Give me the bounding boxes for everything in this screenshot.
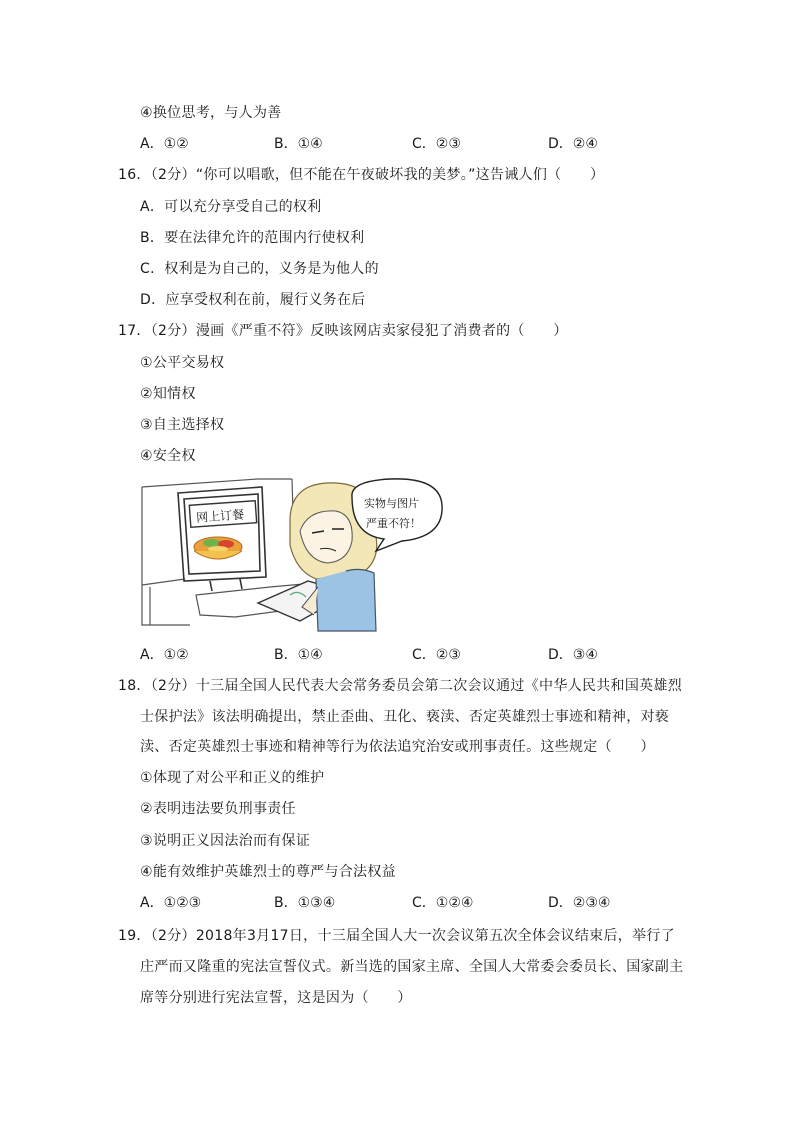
q17-choice-c: C．②③ — [412, 647, 461, 663]
q15-choice-c: C．②③ — [412, 136, 461, 152]
q17-choice-d: D．③④ — [548, 647, 598, 663]
q18-choice-c: C．①②④ — [412, 895, 474, 911]
food-bowl-icon — [194, 537, 242, 559]
q18-option-1: ①体现了对公平和正义的维护 — [140, 770, 325, 786]
q17-option-1: ①公平交易权 — [140, 355, 225, 371]
q18-choice-b: B．①③④ — [274, 895, 336, 911]
q19-stem-line-3: 席等分别进行宪法宣誓，这是因为（ ） — [140, 990, 412, 1006]
q18-option-2: ②表明违法要负刑事责任 — [140, 801, 296, 817]
q16-choice-b: B．要在法律允许的范围内行使权利 — [140, 230, 365, 246]
q18-stem-line-1: 18．（2分）十三届全国人民代表大会常务委员会第二次会议通过《中华人民共和国英雄烈 — [118, 678, 683, 694]
q18-choice-a: A．①②③ — [140, 895, 202, 911]
q15-option-4: ④换位思考，与人为善 — [140, 105, 282, 121]
q17-option-2: ②知情权 — [140, 386, 196, 402]
q16-choice-a: A．可以充分享受自己的权利 — [140, 199, 322, 215]
q18-option-3: ③说明正义因法治而有保证 — [140, 833, 311, 849]
q15-choice-a: A．①② — [140, 136, 189, 152]
q17-option-4: ④安全权 — [140, 448, 196, 464]
q16-choice-c: C．权利是为自己的，义务是为他人的 — [140, 261, 379, 277]
cartoon-illustration — [140, 475, 462, 633]
q15-choice-d: D．②④ — [548, 136, 598, 152]
q19-stem-line-2: 庄严而又隆重的宪法宣誓仪式。新当选的国家主席、全国人大常委会委员长、国家副主 — [140, 959, 684, 975]
q17-stem: 17．（2分）漫画《严重不符》反映该网店卖家侵犯了消费者的（ ） — [118, 323, 568, 339]
q15-choice-b: B．①④ — [274, 136, 323, 152]
q17-choice-b: B．①④ — [274, 647, 323, 663]
q18-choice-d: D．②③④ — [548, 895, 611, 911]
q16-stem: 16．（2分）“你可以唱歌，但不能在午夜破坏我的美梦。”这告诫人们（ ） — [118, 167, 605, 183]
q17-option-3: ③自主选择权 — [140, 417, 225, 433]
q17-choice-a: A．①② — [140, 647, 189, 663]
q16-choice-d: D．应享受权利在前，履行义务在后 — [140, 292, 366, 308]
q18-stem-line-3: 渎、否定英雄烈士事迹和精神等行为依法追究治安或刑事责任。这些规定（ ） — [140, 739, 655, 755]
q19-stem-line-1: 19．（2分）2018年3月17日，十三届全国人大一次会议第五次全体会议结束后，举行了 — [118, 928, 675, 944]
screen-text: 网上订餐 — [195, 507, 245, 525]
q18-stem-line-2: 士保护法》该法明确提出，禁止歪曲、丑化、亵渎、否定英雄烈士事迹和精神，对亵 — [140, 709, 670, 725]
q18-option-4: ④能有效维护英雄烈士的尊严与合法权益 — [140, 864, 396, 880]
bubble-line-2: 严重不符！ — [366, 517, 421, 530]
bubble-line-1: 实物与图片 — [364, 497, 419, 510]
